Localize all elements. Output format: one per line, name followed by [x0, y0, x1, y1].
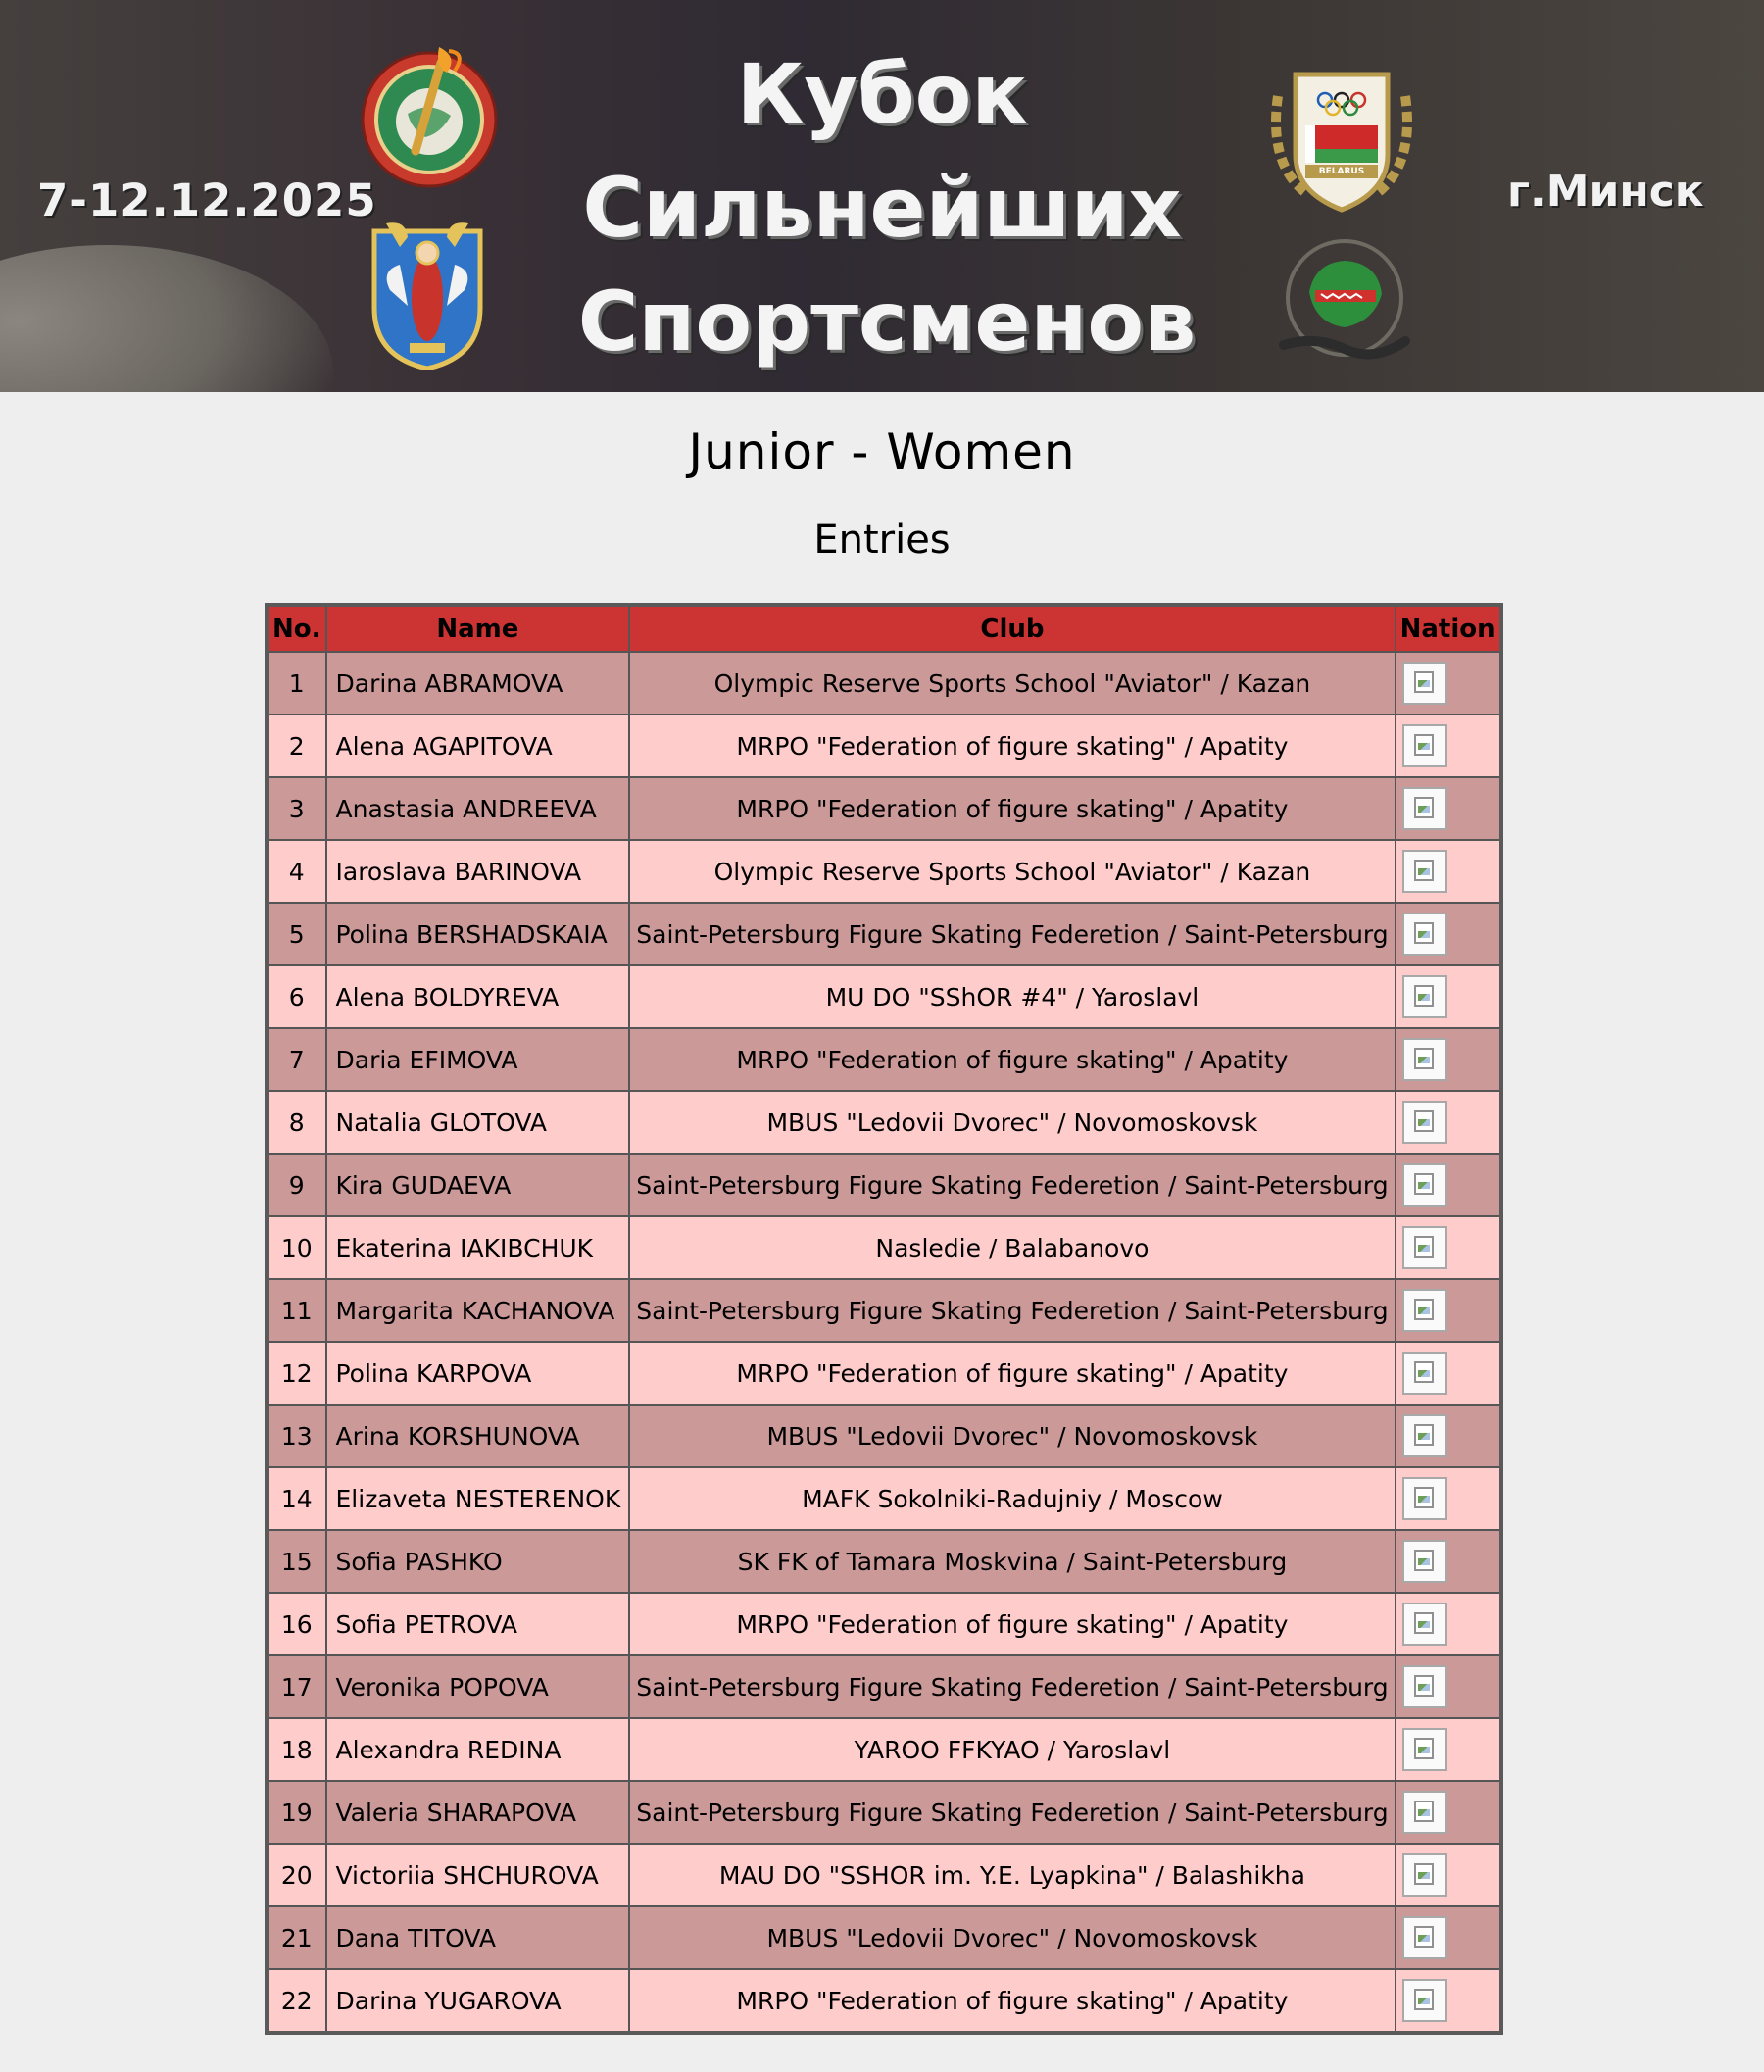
skater-club: MRPO "Federation of figure skating" / Apatity: [629, 1342, 1395, 1405]
nation-cell: [1396, 1279, 1501, 1342]
banner-decoration: [0, 245, 333, 392]
skater-club: YAROO FFKYAO / Yaroslavl: [629, 1718, 1395, 1781]
table-row: [267, 1593, 1501, 1655]
skater-name: Ekaterina IAKIBCHUK: [326, 1216, 630, 1279]
skater-name: Anastasia ANDREEVA: [326, 777, 630, 840]
event-city: г.Минск: [1507, 167, 1704, 217]
entries-table: [265, 603, 1503, 2035]
broken-image-icon: [1402, 1414, 1447, 1457]
column-header-no: No.: [267, 605, 326, 652]
skater-name: Margarita KACHANOVA: [326, 1279, 630, 1342]
table-row: [267, 777, 1501, 840]
table-row: [267, 1844, 1501, 1906]
skater-club: Saint-Petersburg Figure Skating Federetion / Saint-Petersburg: [629, 903, 1395, 965]
entry-number: 12: [267, 1342, 326, 1405]
entry-number: 1: [267, 652, 326, 715]
entry-number: 2: [267, 715, 326, 777]
broken-image-icon: [1402, 787, 1447, 830]
entry-number: 20: [267, 1844, 326, 1906]
nation-cell: [1396, 1718, 1501, 1781]
broken-image-icon: [1402, 1477, 1447, 1520]
event-banner-title: [549, 37, 1235, 378]
table-row: [267, 1405, 1501, 1467]
table-row: [267, 1279, 1501, 1342]
belarus-olympic-committee-logo: [1268, 57, 1415, 216]
entry-number: 16: [267, 1593, 326, 1655]
skater-club: Saint-Petersburg Figure Skating Federetion / Saint-Petersburg: [629, 1279, 1395, 1342]
broken-image-icon: [1402, 1979, 1447, 2022]
broken-image-icon: [1402, 1665, 1447, 1708]
nation-cell: [1396, 777, 1501, 840]
skater-name: Elizaveta NESTERENOK: [326, 1467, 630, 1530]
broken-image-icon: [1402, 913, 1447, 956]
broken-image-icon: [1402, 1791, 1447, 1834]
nation-cell: [1396, 1906, 1501, 1969]
skater-name: Alena AGAPITOVA: [326, 715, 630, 777]
nation-cell: [1396, 965, 1501, 1028]
event-dates: 7-12.12.2025: [37, 174, 377, 226]
torch-emblem-icon: [357, 43, 502, 188]
nation-cell: [1396, 1969, 1501, 2033]
table-row: [267, 1028, 1501, 1091]
nation-cell: [1396, 1655, 1501, 1718]
table-row: [267, 1655, 1501, 1718]
skater-club: MU DO "SShOR #4" / Yaroslavl: [629, 965, 1395, 1028]
nation-cell: [1396, 1781, 1501, 1844]
skater-name: Alena BOLDYREVA: [326, 965, 630, 1028]
skater-club: SK FK of Tamara Moskvina / Saint-Petersburg: [629, 1530, 1395, 1593]
entry-number: 14: [267, 1467, 326, 1530]
broken-image-icon: [1402, 662, 1447, 705]
skater-name: Dana TITOVA: [326, 1906, 630, 1969]
broken-image-icon: [1402, 1352, 1447, 1395]
skater-club: MAFK Sokolniki-Radujniy / Moscow: [629, 1467, 1395, 1530]
broken-image-icon: [1402, 850, 1447, 893]
table-row: [267, 965, 1501, 1028]
skater-name: Darina YUGAROVA: [326, 1969, 630, 2033]
broken-image-icon: [1402, 1728, 1447, 1771]
skater-club: Saint-Petersburg Figure Skating Federetion / Saint-Petersburg: [629, 1655, 1395, 1718]
table-row: [267, 1154, 1501, 1216]
entry-number: 15: [267, 1530, 326, 1593]
event-banner: [0, 0, 1764, 392]
table-row: [267, 1906, 1501, 1969]
broken-image-icon: [1402, 1603, 1447, 1646]
skater-name: Kira GUDAEVA: [326, 1154, 630, 1216]
skater-club: Olympic Reserve Sports School "Aviator" / Kazan: [629, 652, 1395, 715]
skater-club: MRPO "Federation of figure skating" / Apatity: [629, 715, 1395, 777]
nation-cell: [1396, 1844, 1501, 1906]
table-row: [267, 1091, 1501, 1154]
banner-title-line-3: Спортсменов: [577, 273, 1197, 370]
entry-number: 22: [267, 1969, 326, 2033]
skater-name: Victoriia SHCHUROVA: [326, 1844, 630, 1906]
table-row: [267, 652, 1501, 715]
entry-number: 8: [267, 1091, 326, 1154]
table-row: [267, 1467, 1501, 1530]
nation-cell: [1396, 1216, 1501, 1279]
broken-image-icon: [1402, 975, 1447, 1018]
belarus-flag-caption: BELARUS: [1318, 167, 1365, 176]
entry-number: 19: [267, 1781, 326, 1844]
entry-number: 21: [267, 1906, 326, 1969]
skater-club: Saint-Petersburg Figure Skating Federetion / Saint-Petersburg: [629, 1781, 1395, 1844]
entry-number: 3: [267, 777, 326, 840]
entry-number: 5: [267, 903, 326, 965]
column-header-name: Name: [326, 605, 630, 652]
nation-cell: [1396, 1028, 1501, 1091]
skater-club: MRPO "Federation of figure skating" / Apatity: [629, 1593, 1395, 1655]
table-row: [267, 715, 1501, 777]
broken-image-icon: [1402, 1101, 1447, 1144]
table-header-row: [267, 605, 1501, 652]
entry-number: 18: [267, 1718, 326, 1781]
table-row: [267, 903, 1501, 965]
nation-cell: [1396, 1467, 1501, 1530]
skater-club: Olympic Reserve Sports School "Aviator" / Kazan: [629, 840, 1395, 903]
skater-club: MRPO "Federation of figure skating" / Apatity: [629, 1969, 1395, 2033]
nation-cell: [1396, 1091, 1501, 1154]
nation-cell: [1396, 1405, 1501, 1467]
entry-number: 6: [267, 965, 326, 1028]
table-row: [267, 840, 1501, 903]
broken-image-icon: [1402, 1289, 1447, 1332]
broken-image-icon: [1402, 724, 1447, 767]
entry-number: 4: [267, 840, 326, 903]
skater-name: Iaroslava BARINOVA: [326, 840, 630, 903]
broken-image-icon: [1402, 1853, 1447, 1897]
skater-name: Veronika POPOVA: [326, 1655, 630, 1718]
table-row: [267, 1718, 1501, 1781]
entry-number: 10: [267, 1216, 326, 1279]
minsk-coat-of-arms-icon: [365, 220, 490, 370]
entry-number: 7: [267, 1028, 326, 1091]
table-row: [267, 1781, 1501, 1844]
table-row: [267, 1969, 1501, 2033]
skater-club: Saint-Petersburg Figure Skating Federetion / Saint-Petersburg: [629, 1154, 1395, 1216]
skater-club: MBUS "Ledovii Dvorec" / Novomoskovsk: [629, 1906, 1395, 1969]
skater-name: Sofia PETROVA: [326, 1593, 630, 1655]
skater-club: Nasledie / Balabanovo: [629, 1216, 1395, 1279]
table-row: [267, 1342, 1501, 1405]
skater-club: MBUS "Ledovii Dvorec" / Novomoskovsk: [629, 1405, 1395, 1467]
entry-number: 13: [267, 1405, 326, 1467]
skater-club: MRPO "Federation of figure skating" / Apatity: [629, 1028, 1395, 1091]
skater-club: MRPO "Federation of figure skating" / Apatity: [629, 777, 1395, 840]
skater-club: MBUS "Ledovii Dvorec" / Novomoskovsk: [629, 1091, 1395, 1154]
belarus-skating-union-logo: [1276, 233, 1413, 370]
broken-image-icon: [1402, 1916, 1447, 1959]
broken-image-icon: [1402, 1163, 1447, 1207]
skater-name: Valeria SHARAPOVA: [326, 1781, 630, 1844]
broken-image-icon: [1402, 1038, 1447, 1081]
entry-number: 11: [267, 1279, 326, 1342]
event-category-title: Junior - Women: [688, 423, 1076, 480]
nation-cell: [1396, 1593, 1501, 1655]
skater-name: Natalia GLOTOVA: [326, 1091, 630, 1154]
column-header-club: Club: [629, 605, 1395, 652]
skater-name: Sofia PASHKO: [326, 1530, 630, 1593]
skater-name: Darina ABRAMOVA: [326, 652, 630, 715]
column-header-nation: Nation: [1396, 605, 1501, 652]
skater-name: Polina KARPOVA: [326, 1342, 630, 1405]
table-row: [267, 1216, 1501, 1279]
nation-cell: [1396, 1342, 1501, 1405]
entries-table-body: [267, 652, 1501, 2033]
nation-cell: [1396, 1530, 1501, 1593]
nation-cell: [1396, 840, 1501, 903]
nation-cell: [1396, 715, 1501, 777]
skater-club: MAU DO "SSHOR im. Y.E. Lyapkina" / Balashikha: [629, 1844, 1395, 1906]
broken-image-icon: [1402, 1226, 1447, 1269]
nation-cell: [1396, 903, 1501, 965]
skater-name: Daria EFIMOVA: [326, 1028, 630, 1091]
section-title: Entries: [813, 518, 951, 563]
skater-name: Alexandra REDINA: [326, 1718, 630, 1781]
skater-name: Polina BERSHADSKAIA: [326, 903, 630, 965]
nation-cell: [1396, 1154, 1501, 1216]
banner-title-line-1: Кубок: [736, 46, 1028, 142]
table-row: [267, 1530, 1501, 1593]
banner-title-line-2: Сильнейших: [582, 160, 1182, 256]
entry-number: 17: [267, 1655, 326, 1718]
broken-image-icon: [1402, 1540, 1447, 1583]
entry-number: 9: [267, 1154, 326, 1216]
nation-cell: [1396, 652, 1501, 715]
skater-name: Arina KORSHUNOVA: [326, 1405, 630, 1467]
